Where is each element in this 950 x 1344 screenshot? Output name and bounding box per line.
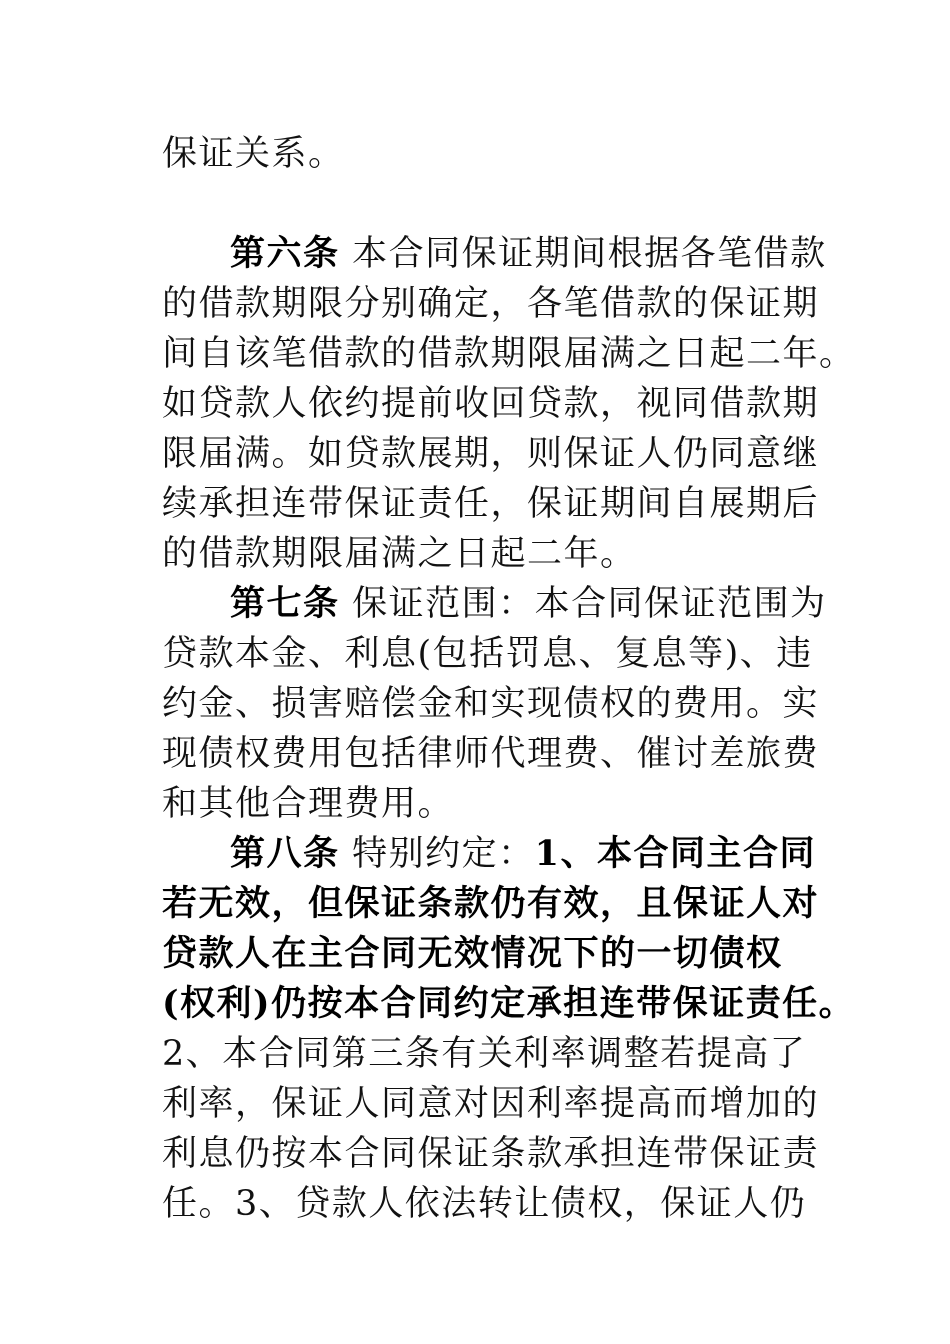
clause-6-text: 本合同保证期间根据各笔借款 xyxy=(352,234,827,274)
clause-6-heading: 第六条 xyxy=(230,233,340,274)
text-line: 的借款期限分别确定，各笔借款的保证期 xyxy=(162,284,820,324)
clause-8-bold-text: 1、本合同主合同 xyxy=(534,833,817,874)
clause-6-line xyxy=(230,228,827,280)
clause-8-line xyxy=(230,828,816,880)
text-line: 约金、损害赔偿金和实现债权的费用。实 xyxy=(162,684,820,724)
text-line: 续承担连带保证责任，保证期间自展期后 xyxy=(162,484,820,524)
text-line: 任。3、贷款人依法转让债权，保证人仍 xyxy=(162,1184,807,1224)
bold-text-line: 若无效，但保证条款仍有效，且保证人对 xyxy=(162,883,820,924)
clause-7-heading: 第七条 xyxy=(230,583,340,624)
text-line: 利息仍按本合同保证条款承担连带保证责 xyxy=(162,1134,820,1174)
bold-text-line: (权利)仍按本合同约定承担连带保证责任。 xyxy=(162,983,856,1024)
text-line: 保证关系。 xyxy=(162,134,345,174)
text-line: 和其他合理费用。 xyxy=(162,784,455,824)
text-line: 贷款本金、利息(包括罚息、复息等)、违 xyxy=(162,634,813,674)
text-line: 间自该笔借款的借款期限届满之日起二年。 xyxy=(162,334,856,374)
text-line: 限届满。如贷款展期，则保证人仍同意继 xyxy=(162,434,820,474)
text-line: 如贷款人依约提前收回贷款，视同借款期 xyxy=(162,384,820,424)
clause-7-text: 保证范围：本合同保证范围为 xyxy=(352,584,827,624)
text-line: 的借款期限届满之日起二年。 xyxy=(162,534,637,574)
bold-text-line: 贷款人在主合同无效情况下的一切债权 xyxy=(162,933,783,974)
text-line: 2、本合同第三条有关利率调整若提高了 xyxy=(162,1034,807,1074)
text-line: 现债权费用包括律师代理费、催讨差旅费 xyxy=(162,734,820,774)
clause-8-text: 特别约定： xyxy=(352,834,535,874)
text-line: 利率，保证人同意对因利率提高而增加的 xyxy=(162,1084,820,1124)
clause-7-line xyxy=(230,578,827,630)
clause-8-heading: 第八条 xyxy=(230,833,340,874)
